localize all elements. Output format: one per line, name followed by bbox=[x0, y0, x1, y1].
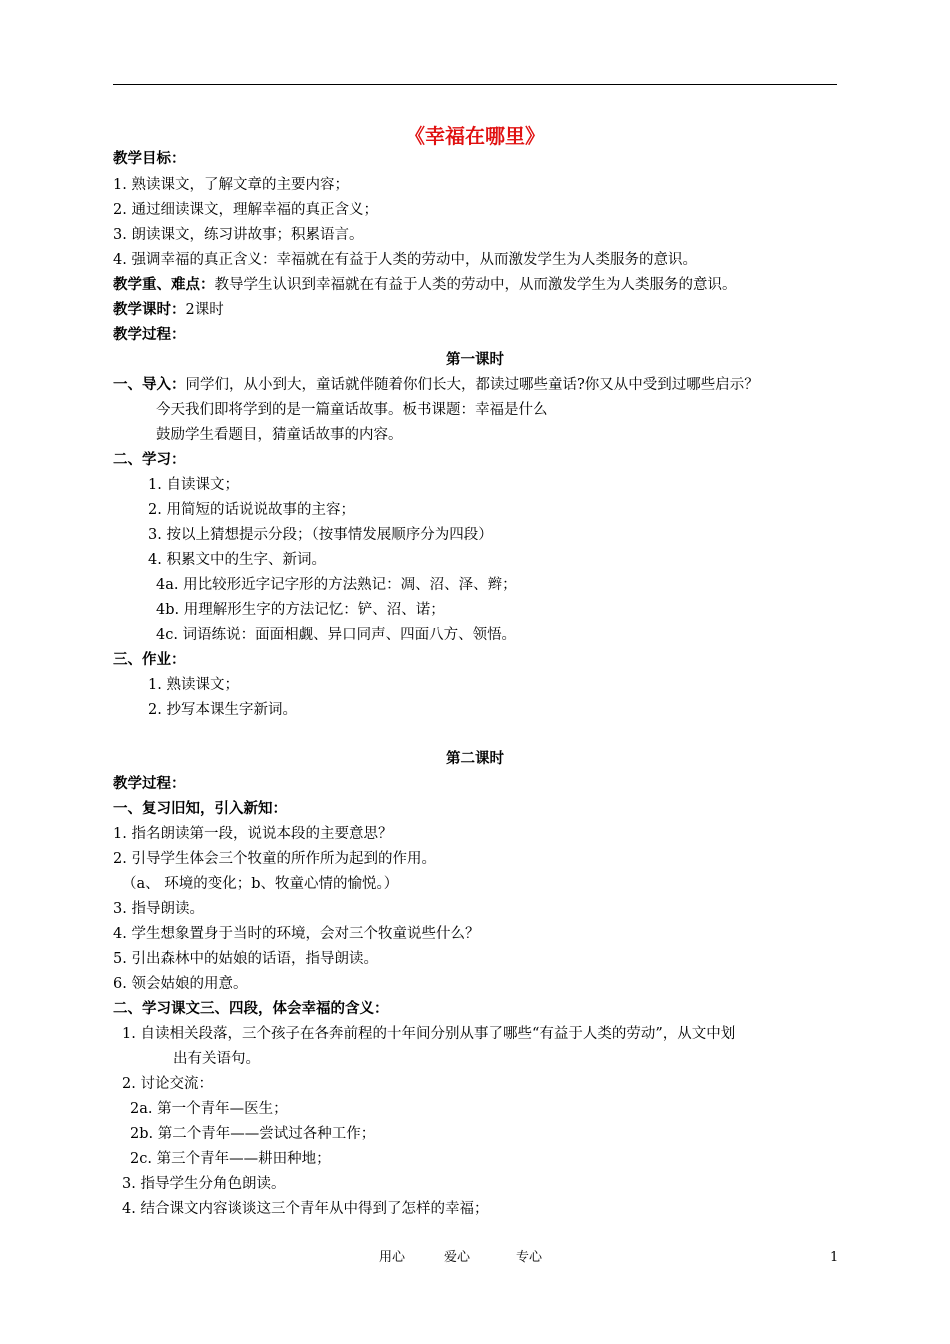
review-item-4: 4. 学生想象置身于当时的环境，会对三个牧童说些什么？ bbox=[113, 926, 480, 942]
intro-line-3: 鼓励学生看题目，猜童话故事的内容。 bbox=[156, 427, 403, 443]
learn-item-2a: 2a. 第一个青年—医生； bbox=[130, 1101, 288, 1117]
learn-item-2c: 2c. 第三个青年——耕田种地； bbox=[130, 1151, 331, 1167]
keypoints-label: 教学重、难点： bbox=[113, 277, 215, 293]
page-number: 1 bbox=[830, 1250, 839, 1265]
study-heading: 二、学习： bbox=[113, 452, 186, 468]
intro-text: 同学们，从小到大，童话就伴随着你们长大，都读过哪些童话?你又从中受到过哪些启示？ bbox=[185, 377, 759, 393]
intro-line-2: 今天我们即将学到的是一篇童话故事。板书课题：幸福是什么 bbox=[156, 402, 548, 418]
learn-item-3: 3. 指导学生分角色朗读。 bbox=[122, 1176, 286, 1192]
footer-word-2: 爱心 bbox=[444, 1250, 471, 1265]
learn-item-4: 4. 结合课文内容谈谈这三个青年从中得到了怎样的幸福； bbox=[122, 1201, 489, 1217]
learn-item-2: 2. 讨论交流： bbox=[122, 1076, 213, 1092]
learn-item-2b: 2b. 第二个青年——尝试过各种工作； bbox=[130, 1126, 376, 1142]
lesson2-heading: 第二课时 bbox=[446, 751, 504, 767]
study-item-4b: 4b. 用理解形生字的方法记忆：铲、沼、诺； bbox=[156, 602, 445, 618]
homework-heading: 三、作业： bbox=[113, 652, 186, 668]
goal-4: 4. 强调幸福的真正含义：幸福就在有益于人类的劳动中，从而激发学生为人类服务的意识。 bbox=[113, 252, 697, 268]
keypoints-line bbox=[113, 275, 737, 295]
goal-2: 2. 通过细读课文，理解幸福的真正含义； bbox=[113, 202, 378, 218]
goal-1: 1. 熟读课文，了解文章的主要内容； bbox=[113, 177, 349, 193]
review-item-5: 5. 引出森林中的姑娘的话语，指导朗读。 bbox=[113, 951, 378, 967]
hours-line bbox=[113, 300, 224, 320]
process-heading: 教学过程： bbox=[113, 327, 186, 343]
footer-word-3: 专心 bbox=[516, 1250, 543, 1265]
page-title: 《幸福在哪里》 bbox=[405, 124, 545, 148]
review-item-2: 2. 引导学生体会三个牧童的所作所为起到的作用。 bbox=[113, 851, 436, 867]
learn-item-1: 1. 自读相关段落，三个孩子在各奔前程的十年间分别从事了哪些“有益于人类的劳动”，从文中划 bbox=[122, 1026, 736, 1042]
review-item-1: 1. 指名朗读第一段，说说本段的主要意思？ bbox=[113, 826, 393, 842]
hours-text: 2课时 bbox=[185, 302, 224, 318]
learn-item-1-cont: 出有关语句。 bbox=[173, 1051, 260, 1067]
homework-item-2: 2. 抄写本课生字新词。 bbox=[148, 702, 297, 718]
study-item-2: 2. 用简短的话说说故事的主容； bbox=[148, 502, 355, 518]
study-item-1: 1. 自读课文； bbox=[148, 477, 239, 493]
study-item-4: 4. 积累文中的生字、新词。 bbox=[148, 552, 326, 568]
hours-label: 教学课时： bbox=[113, 302, 186, 318]
learn-heading: 二、学习课文三、四段，体会幸福的含义： bbox=[113, 1001, 389, 1017]
keypoints-text: 教导学生认识到幸福就在有益于人类的劳动中，从而激发学生为人类服务的意识。 bbox=[214, 277, 737, 293]
homework-item-1: 1. 熟读课文； bbox=[148, 677, 239, 693]
study-item-4c: 4c. 词语练说：面面相觑、异口同声、四面八方、领悟。 bbox=[156, 627, 517, 643]
review-heading: 一、复习旧知，引入新知： bbox=[113, 801, 287, 817]
study-item-3: 3. 按以上猜想提示分段；（按事情发展顺序分为四段） bbox=[148, 527, 493, 543]
header-rule bbox=[113, 84, 837, 85]
study-item-4a: 4a. 用比较形近字记字形的方法熟记：凋、沼、泽、辫； bbox=[156, 577, 517, 593]
intro-line bbox=[113, 375, 759, 395]
goal-3: 3. 朗读课文，练习讲故事；积累语言。 bbox=[113, 227, 364, 243]
review-item-3: 3. 指导朗读。 bbox=[113, 901, 204, 917]
review-item-6: 6. 领会姑娘的用意。 bbox=[113, 976, 248, 992]
goals-heading: 教学目标： bbox=[113, 151, 186, 167]
lesson2-process-heading: 教学过程： bbox=[113, 776, 186, 792]
lesson1-heading: 第一课时 bbox=[446, 352, 504, 368]
review-item-2-note: （a、 环境的变化；b、牧童心情的愉悦。） bbox=[122, 876, 399, 892]
footer-word-1: 用心 bbox=[379, 1250, 406, 1265]
intro-label: 一、导入： bbox=[113, 377, 186, 393]
